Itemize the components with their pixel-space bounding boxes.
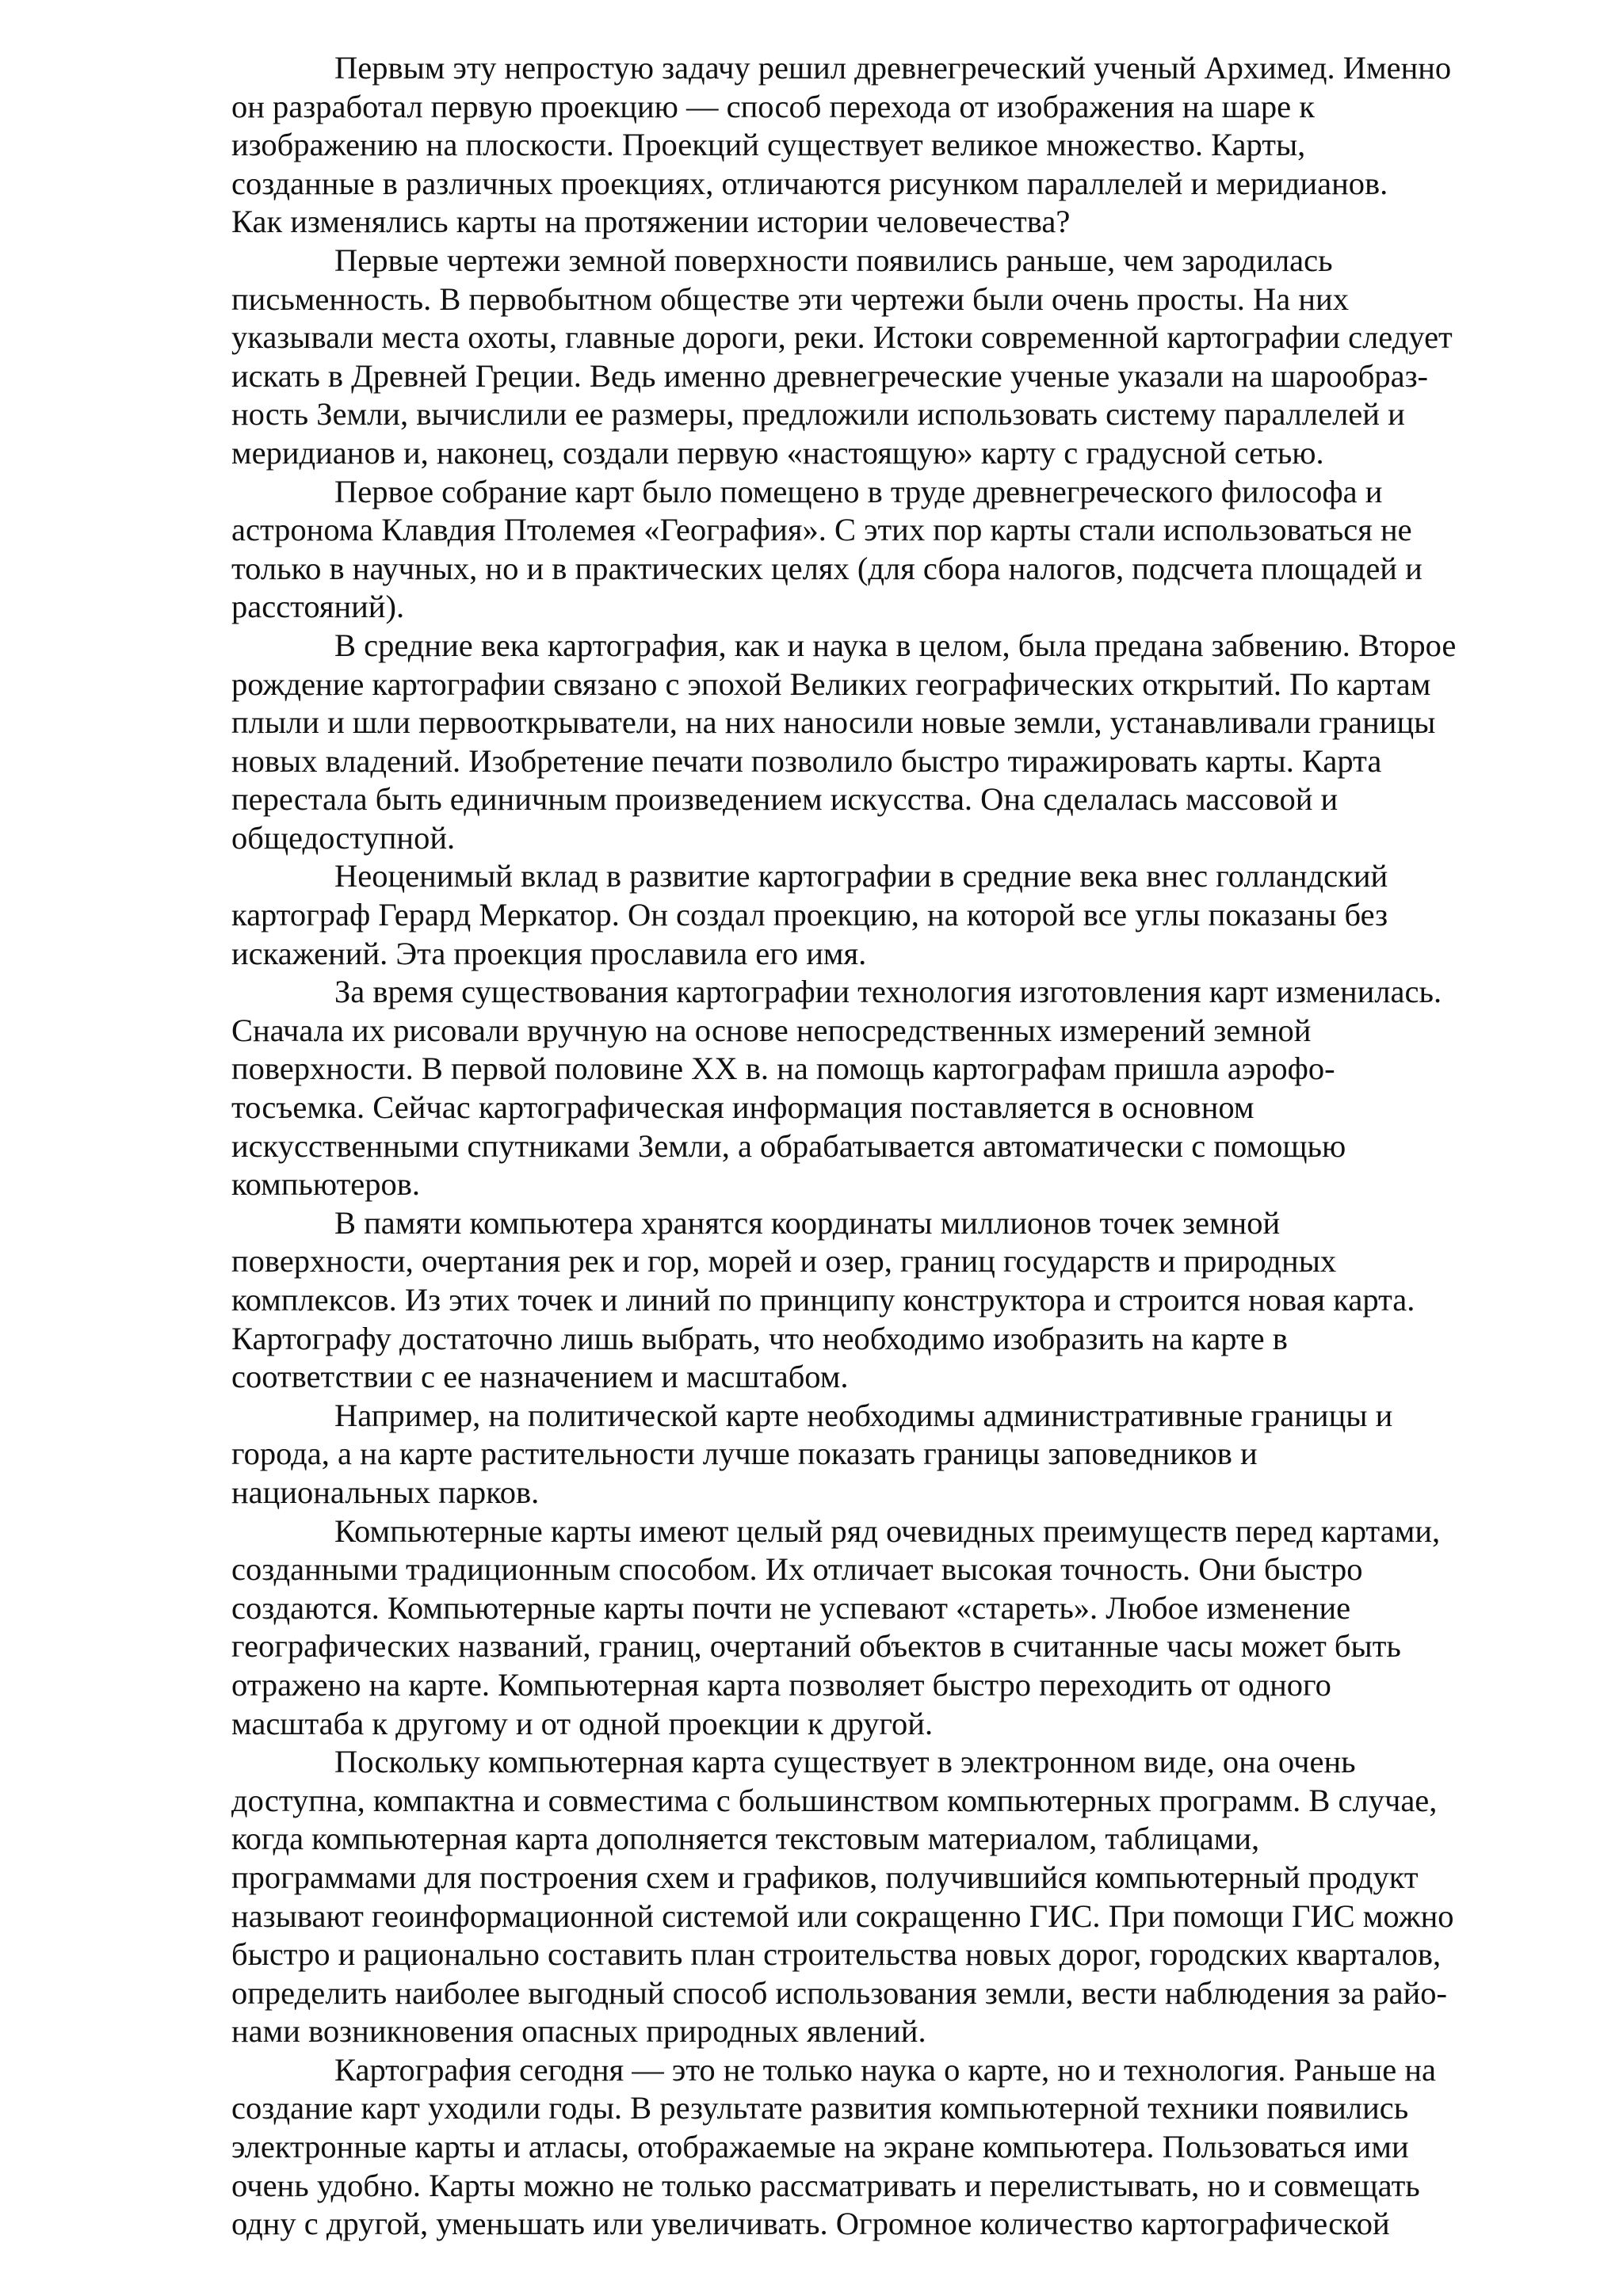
text-line: Первым эту непростую задачу решил древнегреческий ученый Архимед. Именно (334, 50, 1452, 86)
text-line: поверхности, очертания рек и гор, морей и озер, границ государств и природных (231, 1243, 1337, 1280)
text-line: Как изменялись карты на протяжении истории человечества? (231, 204, 1071, 240)
text-line: города, а на карте растительности лучше показать границы заповедников и (231, 1436, 1258, 1472)
text-line: очень удобно. Карты можно не только рассматривать и перелистывать, но и совмещать (231, 2167, 1420, 2203)
text-line: Сначала их рисовали вручную на основе непосредственных измерений земной (231, 1012, 1312, 1048)
document-page (231, 49, 1484, 2244)
text-line: общедоступной. (231, 819, 456, 856)
text-line: поверхности. В первой половине XX в. на помощь картографам пришла аэрофо- (231, 1051, 1335, 1087)
text-line: географических названий, границ, очертаний объектов в считанные часы может быть (231, 1628, 1401, 1665)
text-line: новых владений. Изобретение печати позволило быстро тиражировать карты. Карта (231, 742, 1382, 779)
text-line: расстояний). (231, 589, 405, 625)
text-line: созданными традиционным способом. Их отличает высокая точность. Они быстро (231, 1551, 1363, 1588)
text-line: нами возникновения опасных природных явлений. (231, 2013, 926, 2050)
paragraph-political-map (231, 1397, 1484, 1512)
text-line: Первое собрание карт было помещено в труде древнегреческого философа и (334, 473, 1383, 509)
text-line: одну с другой, уменьшать или увеличивать. Огромное количество картографической (231, 2206, 1390, 2242)
text-line: Картография сегодня — это не только наука о карте, но и технология. Раньше на (334, 2051, 1437, 2088)
text-line: искать в Древней Греции. Ведь именно древнегреческие ученые указали на шарообраз- (231, 357, 1429, 394)
text-line: указывали места охоты, главные дороги, реки. Истоки современной картографии следует (231, 319, 1453, 356)
text-line: Поскольку компьютерная карта существует в электронном виде, она очень (334, 1744, 1356, 1780)
text-line: комплексов. Из этих точек и линий по принципу конструктора и строится новая карта. (231, 1282, 1415, 1318)
text-line: В средние века картография, как и наука в целом, была предана забвению. Второе (334, 627, 1457, 663)
text-line: доступна, компактна и совместима с большинством компьютерных программ. В случае, (231, 1782, 1438, 1818)
text-line: компьютеров. (231, 1166, 421, 1203)
text-line: созданные в различных проекциях, отличаются рисунком параллелей и меридианов. (231, 165, 1388, 201)
paragraph-computer-maps-advantages (231, 1512, 1484, 1744)
paragraph-middle-ages (231, 627, 1484, 858)
text-line: быстро и рационально составить план строительства новых дорог, городских кварталов, (231, 1936, 1442, 1973)
text-line: плыли и шли первооткрыватели, на них наносили новые земли, устанавливали границы (231, 704, 1436, 741)
text-line: Первые чертежи земной поверхности появились раньше, чем зародилась (334, 242, 1333, 278)
text-line: Неоценимый вклад в развитие картографии в средние века внес голландский (334, 858, 1388, 894)
text-line: он разработал первую проекцию — способ перехода от изображения на шаре к (231, 88, 1315, 124)
paragraph-ptolemy (231, 473, 1484, 627)
text-line: создаются. Компьютерные карты почти не успевают «стареть». Любое изменение (231, 1589, 1351, 1626)
paragraph-technology (231, 973, 1484, 1204)
text-line: тосъемка. Сейчас картографическая информация поставляется в основном (231, 1089, 1254, 1126)
text-line: ность Земли, вычислили ее размеры, предложили использовать систему параллелей и (231, 396, 1405, 433)
text-line: соответствии с ее назначением и масштабом. (231, 1359, 849, 1395)
paragraph-gis (231, 1743, 1484, 2051)
text-line: рождение картографии связано с эпохой Великих географических открытий. По картам (231, 666, 1431, 702)
text-line: меридианов и, наконец, создали первую «настоящую» карту с градусной сетью. (231, 434, 1324, 471)
text-line: масштаба к другому и от одной проекции к другой. (231, 1705, 934, 1741)
text-line: Например, на политической карте необходимы административные границы и (334, 1397, 1393, 1433)
text-line: В памяти компьютера хранятся координаты миллионов точек земной (334, 1204, 1281, 1241)
paragraph-cartography-today (231, 2051, 1484, 2244)
text-line: За время существования картографии технология изготовления карт изменилась. (334, 974, 1442, 1010)
text-line: Картографу достаточно лишь выбрать, что необходимо изобразить на карте в (231, 1320, 1288, 1356)
paragraph-first-drawings (231, 242, 1484, 473)
text-line: электронные карты и атласы, отображаемые на экране компьютера. Пользоваться ими (231, 2129, 1409, 2165)
text-line: национальных парков. (231, 1474, 540, 1510)
text-line: создание карт уходили годы. В результате развития компьютерной техники появились (231, 2090, 1409, 2126)
text-line: программами для построения схем и графиков, получившийся компьютерный продукт (231, 1859, 1419, 1895)
text-line: отражено на карте. Компьютерная карта позволяет быстро переходить от одного (231, 1666, 1331, 1703)
text-line: определить наиболее выгодный способ использования земли, вести наблюдения за райо- (231, 1974, 1448, 2011)
text-line: только в научных, но и в практических целях (для сбора налогов, подсчета площадей и (231, 550, 1423, 586)
text-line: искусственными спутниками Земли, а обрабатывается автоматически с помощью (231, 1127, 1346, 1164)
text-line: искажений. Эта проекция прославила его имя. (231, 935, 867, 971)
text-line: картограф Герард Меркатор. Он создал проекцию, на которой все углы показаны без (231, 897, 1388, 933)
text-line: письменность. В первобытном обществе эти чертежи были очень просты. На них (231, 280, 1349, 317)
paragraph-computer-memory (231, 1204, 1484, 1397)
paragraph-mercator (231, 857, 1484, 973)
text-line: когда компьютерная карта дополняется текстовым материалом, таблицами, (231, 1821, 1260, 1857)
text-line: изображению на плоскости. Проекций существует великое множество. Карты, (231, 127, 1306, 163)
paragraph-archimedes (231, 49, 1484, 242)
text-line: называют геоинформационной системой или сокращенно ГИС. При помощи ГИС можно (231, 1897, 1454, 1934)
text-line: перестала быть единичным произведением искусства. Она сделалась массовой и (231, 781, 1338, 818)
text-line: Компьютерные карты имеют целый ряд очевидных преимуществ перед картами, (334, 1512, 1441, 1549)
text-line: астронома Клавдия Птолемея «География». С этих пор карты стали использоваться не (231, 512, 1412, 548)
